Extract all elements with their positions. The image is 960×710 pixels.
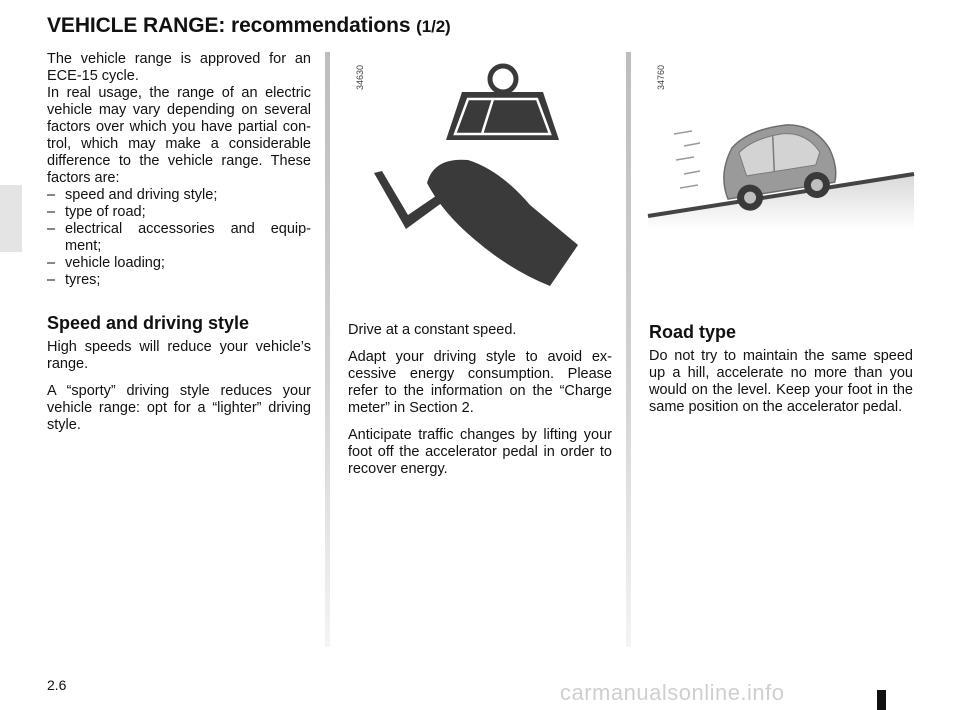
column-2-text <box>348 322 612 478</box>
speed-paragraph: High speeds will reduce your vehicle’s range. <box>47 339 311 372</box>
constant-speed-paragraph: Drive at a constant speed. <box>348 322 517 338</box>
weight-label: Kg <box>492 102 519 124</box>
motion-lines-icon <box>674 131 700 188</box>
list-item: – tyres; <box>47 272 311 289</box>
column-divider-left <box>325 52 330 647</box>
illustration-reference-number: 34630 <box>355 64 365 90</box>
intro-sentence-factors: In real usage, the range of an electric vehicle may vary depending on several factors over which you have partial con-trol, which may make a considerable difference to the vehicle range. These factors are: <box>47 85 311 186</box>
list-item: – type of road; <box>47 204 311 221</box>
column-3-text <box>649 348 913 416</box>
page-corner-mark <box>877 690 886 710</box>
section-heading-speed-driving-style: Speed and driving style <box>47 313 250 333</box>
column-1-intro <box>47 51 311 289</box>
page-title-text: VEHICLE RANGE: recommendations <box>47 14 411 37</box>
adapt-driving-style-paragraph: Adapt your driving style to avoid ex-cessive energy consumption. Please refer to the information on the “Charge meter” in Section 2. <box>348 349 612 416</box>
list-item: – electrical accessories and equip-ment; <box>47 221 311 255</box>
list-item: – vehicle loading; <box>47 255 311 272</box>
column-divider-right <box>626 52 631 647</box>
intro-sentence-approval: The vehicle range is approved for an ECE-15 cycle. <box>47 51 311 84</box>
driving-style-paragraph: A “sporty” driving style reduces your vehicle range: opt for a “lighter” driving style. <box>47 383 311 433</box>
weight-and-pedal-illustration <box>360 55 610 295</box>
section-heading-road-type: Road type <box>649 322 737 342</box>
range-factors-list <box>47 187 311 289</box>
foot-icon <box>427 160 578 286</box>
list-item: – speed and driving style; <box>47 187 311 204</box>
page-title-part: (1/2) <box>416 17 451 36</box>
column-1-speed-section <box>47 339 311 434</box>
weight-ring-icon <box>490 66 516 92</box>
page-title <box>47 14 451 38</box>
watermark: carmanualsonline.info <box>560 680 785 705</box>
section-tab-marker <box>0 185 22 252</box>
road-type-paragraph: Do not try to maintain the same speed up a hill, accelerate no more than you would on the level. Keep your foot in the same position on the accelerator pedal. <box>649 348 913 415</box>
illustration-reference-number: 34760 <box>656 64 666 90</box>
car-on-hill-illustration <box>646 110 916 230</box>
anticipate-traffic-paragraph: Anticipate traffic changes by lifting your foot off the accelerator pedal in order to recover energy. <box>348 427 612 477</box>
page-number: 2.6 <box>47 677 67 693</box>
